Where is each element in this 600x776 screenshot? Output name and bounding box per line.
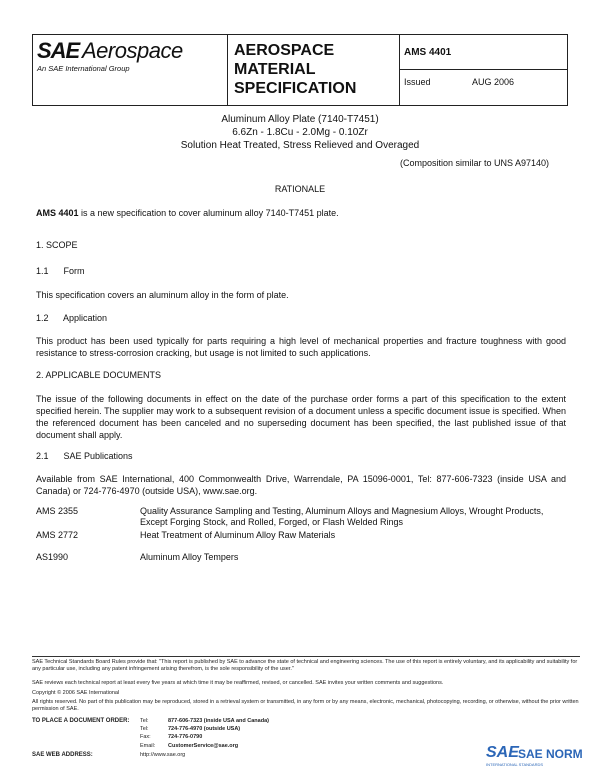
doc-code: AMS 2355 (36, 506, 79, 516)
rationale-heading: RATIONALE (274, 184, 326, 194)
sae-norm-text: SAE NORM (518, 747, 583, 761)
section-1-2-text: This product has been used typically for parts requiring a high level of mechanical properties and fracture toughness with good resistance to stress-corrosion cracking, but usage is not limited to such applications. (36, 336, 566, 358)
section-1-heading: 1. SCOPE (36, 240, 78, 250)
condition-title: Solution Heat Treated, Stress Relieved and Overaged (180, 140, 420, 151)
section-1-2-heading: 1.2 Application (36, 313, 108, 323)
sae-logo: SAE (37, 38, 80, 63)
footer-copyright: Copyright © 2006 SAE International (32, 690, 120, 696)
composition-note: (Composition similar to UNS A97140) (400, 158, 550, 168)
section-2-1-heading: 2.1 SAE Publications (36, 451, 133, 461)
section-2-heading: 2. APPLICABLE DOCUMENTS (36, 370, 162, 380)
doc-title: Heat Treatment of Aluminum Alloy Raw Materials (140, 530, 336, 540)
doc-code: AS1990 (36, 552, 69, 562)
issued-label: Issued (404, 77, 431, 87)
section-1-1-text: This specification covers an aluminum alloy in the form of plate. (36, 290, 289, 300)
contact-row: Tel: 877-606-7323 (inside USA and Canada) (140, 718, 269, 724)
contact-row: Email: CustomerService@sae.org (140, 743, 239, 749)
sae-norm-subtext: INTERNATIONAL STANDARDS (486, 762, 544, 767)
issued-date: AUG 2006 (472, 77, 515, 87)
contact-row: Tel: 724-776-4970 (outside USA) (140, 726, 241, 732)
logo-subtitle: An SAE International Group (37, 64, 130, 73)
web-label: SAE WEB ADDRESS: (32, 752, 93, 758)
document-type-title (234, 41, 356, 98)
doc-title: Aluminum Alloy Tempers (140, 552, 239, 562)
material-title: Aluminum Alloy Plate (7140-T7451) (221, 114, 379, 125)
composition-title: 6.6Zn - 1.8Cu - 2.0Mg - 0.10Zr (232, 127, 368, 138)
footer-rule (32, 656, 580, 657)
footer-review-text: SAE reviews each technical report at least every five years at which time it may be reaffirmed, revised, or cancelled. SAE invites your written comments and suggestions. (32, 680, 444, 686)
section-2-text: The issue of the following documents in effect on the date of the purchase order forms a part of this specification to the extent specified herein. The supplier may work to a subsequent revision of a document unless a specific document issue is specified. When the referenced document has been canceled and no superseding document has been specified, the last published issue of that document shall apply. (36, 394, 566, 440)
section-2-1-text: Available from SAE International, 400 Commonwealth Drive, Warrendale, PA 15096-0001, Tel: 877-606-7323 (inside USA and Canada) or 724-776-4970 (outside USA), www.sae.org. (36, 474, 566, 496)
spec-number: AMS 4401 (404, 47, 452, 58)
contact-row: Fax: 724-776-0790 (140, 734, 203, 740)
doc-title: Quality Assurance Sampling and Testing, Aluminum Alloys and Magnesium Alloys, Wrought Products, Except Forging Stock, and Rolled, Forged, or Flash Welded Rings (140, 506, 544, 527)
rationale-text: AMS 4401 is a new specification to cover aluminum alloy 7140-T7451 plate. (36, 208, 339, 218)
aerospace-logo-text: Aerospace (82, 38, 183, 63)
title-line-2: MATERIAL (234, 61, 316, 78)
order-label: TO PLACE A DOCUMENT ORDER: (32, 718, 130, 724)
sae-norm-logo: SAE (486, 744, 519, 761)
doc-code: AMS 2772 (36, 530, 79, 540)
title-line-3: SPECIFICATION (234, 80, 357, 97)
footer-rights-text: All rights reserved. No part of this publication may be reproduced, stored in a retrieval system or transmitted, in any form or by any means, electronic, mechanical, photocopying, recording, or otherwise, without the prior written permission of SAE. (32, 699, 579, 712)
footer-rules-text: SAE Technical Standards Board Rules provide that: "This report is published by SAE to advance the state of technical and engineering sciences. The use of this report is entirely voluntary, and its applicability and suitability for any particular use, including any patent infringement arising therefrom, is the sole responsibility of the user." (32, 659, 578, 672)
section-1-1-heading: 1.1 Form (36, 266, 85, 276)
web-address[interactable]: http://www.sae.org (140, 752, 186, 758)
title-line-1: AEROSPACE (234, 42, 335, 59)
